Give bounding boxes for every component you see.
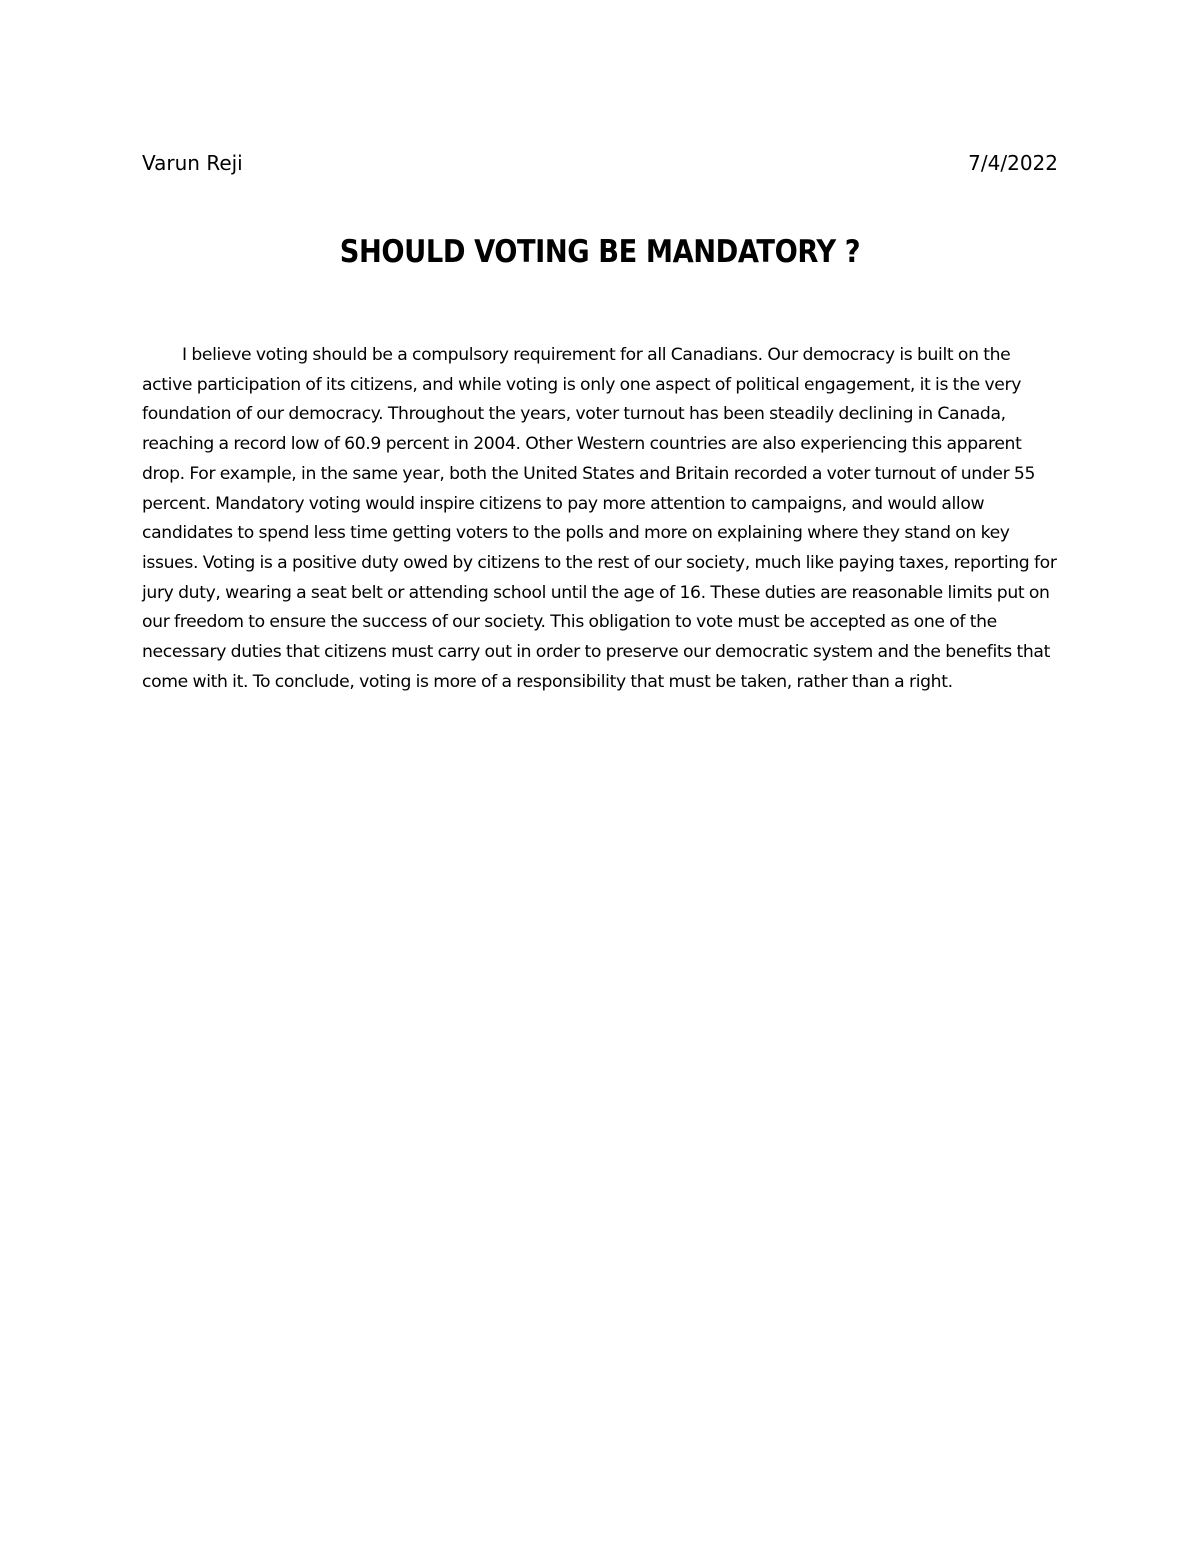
document-header — [142, 148, 1058, 178]
document-title: SHOULD VOTING BE MANDATORY ? — [339, 234, 861, 270]
author-name: Varun Reji — [142, 151, 243, 175]
document-date: 7/4/2022 — [968, 151, 1058, 175]
body-paragraph: I believe voting should be a compulsory requirement for all Canadians. Our democracy is built on the active participation of its citizens, and while voting is only one aspect of political engagement, it is the very foundation of our democracy. Throughout the years, voter turnout has been steadily declining in Canada, reaching a record low of 60.9 percent in 2004. Other Western countries are also experiencing this apparent drop. For example, in the same year, both the United States and Britain recorded a voter turnout of under 55 percent. Mandatory voting would inspire citizens to pay more attention to campaigns, and would allow candidates to spend less time getting voters to the polls and more on explaining where they stand on key issues. Voting is a positive duty owed by citizens to the rest of our society, much like paying taxes, reporting for jury duty, wearing a seat belt or attending school until the age of 16. These duties are reasonable limits put on our freedom to ensure the success of our society. This obligation to vote must be accepted as one of the necessary duties that citizens must carry out in order to preserve our democratic system and the benefits that come with it. To conclude, voting is more of a responsibility that must be taken, rather than a right. — [142, 345, 1057, 692]
